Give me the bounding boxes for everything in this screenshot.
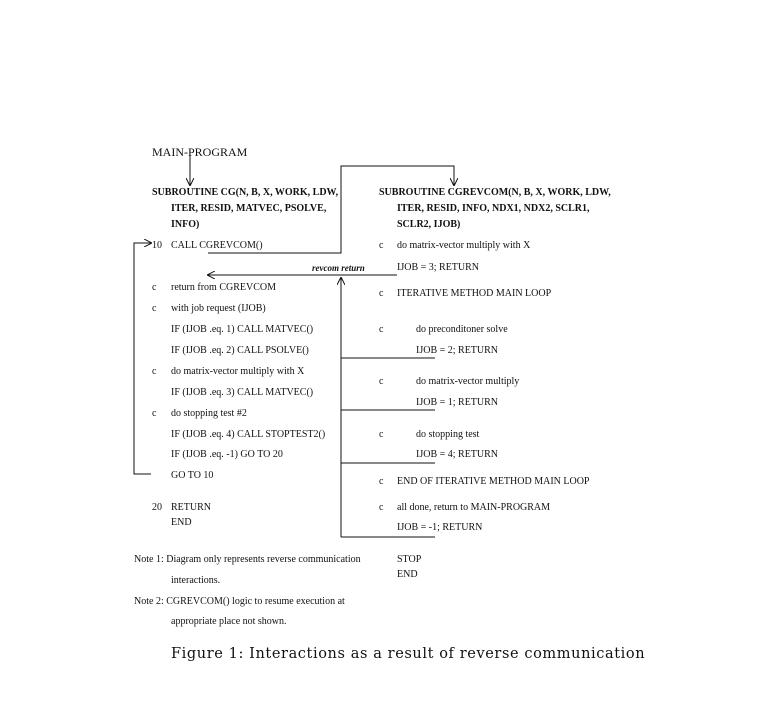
revcom-ijob-m1: IJOB = -1; RETURN — [397, 522, 483, 533]
note1-line1: Note 1: Diagram only represents reverse communication — [134, 554, 361, 565]
cg-header-line1: SUBROUTINE CG(N, B, X, WORK, LDW, — [152, 187, 339, 198]
cg-header-line2: ITER, RESID, MATVEC, PSOLVE, — [171, 203, 327, 214]
cg-end: END — [171, 517, 192, 528]
revcom-c-marker: c — [379, 240, 384, 251]
note2-line2: appropriate place not shown. — [171, 616, 287, 627]
cg-label-10: 10 — [152, 240, 162, 251]
figure-caption: Figure 1: Interactions as a result of reverse communication — [171, 646, 646, 662]
revcom-loop-end: END OF ITERATIVE METHOD MAIN LOOP — [397, 476, 590, 487]
revcom-header-line3: SCLR2, IJOB) — [397, 219, 461, 230]
revcom-mv: do matrix-vector multiply — [416, 376, 520, 387]
cg-label-20: 20 — [152, 502, 162, 513]
revcom-header-line2: ITER, RESID, INFO, NDX1, NDX2, SCLR1, — [397, 203, 590, 214]
revcom-done: all done, return to MAIN-PROGRAM — [397, 502, 551, 513]
cg-c-marker: c — [152, 303, 157, 314]
cg-header-line3: INFO) — [171, 219, 200, 230]
cg-comment-mv: do matrix-vector multiply with X — [171, 366, 305, 377]
cg-return: RETURN — [171, 502, 211, 513]
cg-c-marker: c — [152, 282, 157, 293]
cg-comment-return: return from CGREVCOM — [171, 282, 276, 293]
cg-if-ijob-2: IF (IJOB .eq. 2) CALL PSOLVE() — [171, 345, 309, 356]
cg-if-ijob-1: IF (IJOB .eq. 1) CALL MATVEC() — [171, 324, 314, 335]
revcom-c-marker: c — [379, 324, 384, 335]
cg-if-ijob-4: IF (IJOB .eq. 4) CALL STOPTEST2() — [171, 429, 326, 440]
note1-line2: interactions. — [171, 575, 221, 586]
cg-comment-stop: do stopping test #2 — [171, 408, 247, 419]
revcom-ijob-2: IJOB = 2; RETURN — [416, 345, 499, 356]
revcom-stoptest: do stopping test — [416, 429, 480, 440]
cg-call-revcom: CALL CGREVCOM() — [171, 240, 263, 251]
cg-comment-job: with job request (IJOB) — [171, 303, 266, 314]
cg-if-ijob-3: IF (IJOB .eq. 3) CALL MATVEC() — [171, 387, 314, 398]
revcom-ijob-4: IJOB = 4; RETURN — [416, 449, 499, 460]
revcom-c-marker: c — [379, 288, 384, 299]
cg-goto-10: GO TO 10 — [171, 470, 214, 481]
revcom-c-marker: c — [379, 429, 384, 440]
revcom-end: END — [397, 569, 418, 580]
revcom-mv-x: do matrix-vector multiply with X — [397, 240, 531, 251]
cg-if-ijob-m1: IF (IJOB .eq. -1) GO TO 20 — [171, 449, 283, 460]
revcom-stop: STOP — [397, 554, 422, 565]
revcom-ijob-3: IJOB = 3; RETURN — [397, 262, 480, 273]
cg-c-marker: c — [152, 366, 157, 377]
revcom-c-marker: c — [379, 476, 384, 487]
revcom-ijob-1: IJOB = 1; RETURN — [416, 397, 499, 408]
cg-c-marker: c — [152, 408, 157, 419]
revcom-precond: do preconditoner solve — [416, 324, 508, 335]
arrow-goto-10-loop — [134, 243, 151, 474]
revcom-return-label: revcom return — [312, 263, 365, 273]
revcom-c-marker: c — [379, 502, 384, 513]
main-program-label: MAIN-PROGRAM — [152, 145, 248, 159]
revcom-header-line1: SUBROUTINE CGREVCOM(N, B, X, WORK, LDW, — [379, 187, 611, 198]
revcom-c-marker: c — [379, 376, 384, 387]
revcom-loop-start: ITERATIVE METHOD MAIN LOOP — [397, 288, 552, 299]
note2-line1: Note 2: CGREVCOM() logic to resume execution at — [134, 596, 345, 607]
